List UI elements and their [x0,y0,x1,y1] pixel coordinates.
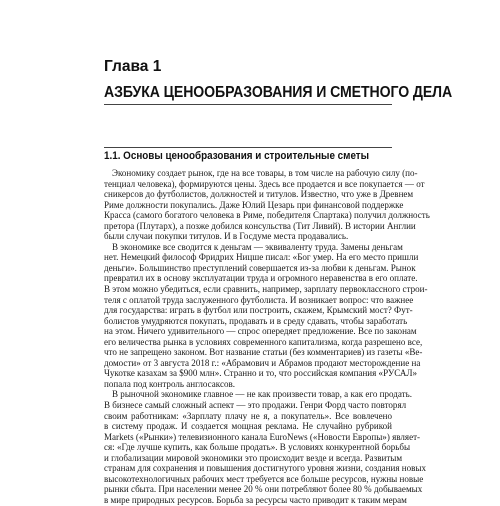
body-line: В бизнесе самый сложный аспект — это продажи. Генри Форд часто повторял [104,400,407,411]
body-line: для государства: играть в футбол или построить, скажем, Крымский мост? Фут- [104,305,413,316]
body-line: претора (Плутарх), а позже добился консульства (Тит Ливий). В истории Англии [104,220,416,231]
section-title: 1.1. Основы ценообразования и строительные сметы [104,150,370,162]
body-line: Риме должности покупались. Даже Юлий Цезарь при финансовой поддержке [104,199,404,210]
body-line: теля с оплатой труда заслуженного футболиста. И возникает вопрос: что важнее [104,294,414,305]
body-line: что не запрещено законом. Вот название статьи (без комментариев) из газеты «Ве- [104,347,423,358]
body-line: болистов умудряются покупать, продавать и в среду сдавать, чтобы заработать [104,315,408,326]
chapter-title: АЗБУКА ЦЕНООБРАЗОВАНИЯ И СМЕТНОГО ДЕЛА [104,84,453,101]
body-line: странам для сохранения и повышения достигнутого уровня жизни, создания новых [104,463,427,474]
body-line: и глобализации мировой экономики это происходит везде и всегда. Развитым [104,452,403,463]
body-line: его величества рынка в условиях современного капитализма, когда разрешено все, [104,336,423,347]
body-line: нет. Немецкий философ Фридрих Ницше писал: «Бог умер. На его место пришли [104,252,419,263]
body-line: были случаи покупки титулов. И в Госдуме места продавались. [104,231,349,242]
body-line: В экономике все сводится к деньгам — эквиваленту труда. Замены деньгам [112,241,403,252]
body-line: Чукотке казахам за $900 млн». Странно и то, что российская компания «РУСАЛ» [104,368,418,379]
chapter-rule [104,104,392,105]
body-line: тенциал человека), формируются цены. Здесь все продается и все покупается — от [104,178,425,189]
body-line: деньги». Большинство преступлений совершается из-за любви к деньгам. Рынок [104,262,416,273]
body-line: сникерсов до футболистов, должностей и титулов. Известно, что уже в Древнем [104,189,414,200]
body-line: Экономику создает рынок, где на все товары, в том числе на рабочую силу (по- [112,168,418,178]
body-line: на этом. Ничего удивительного — спрос опередяет предложение. Все по законам [104,326,417,337]
body-text [104,168,430,506]
body-line: своим работникам: «Зарплату плачу не я, а покупатель». Все вовлечено [104,410,392,421]
body-line: В рыночной экономике главное — не как произвести товар, а как его продать. [112,389,413,400]
chapter-label: Глава 1 [104,58,162,75]
section-rule [104,147,392,148]
body-line: попала под контроль англосаксов. [104,378,236,389]
body-line: в мире природных ресурсов. Борьба за ресурсы часто приводит к таким мерам [104,494,407,505]
body-line: в систему продаж. И создается мощная реклама. Не случайно рубрикой [104,421,392,432]
body-line: превратил их в основу эксплуатации труда и огромного неравенства в его оплате. [104,273,418,284]
body-line: Markets («Рынки») телевизионного канала EuroNews («Новости Европы») являет- [104,431,421,442]
body-line: рынки сбыта. При населении менее 20 % они потребляют более 80 % добываемых [104,484,423,495]
body-line: Красса (самого богатого человека в Риме, победителя Спартака) получил должность [104,210,430,221]
body-line: В этом можно убедиться, если сравнить, например, зарплату первоклассного строи- [104,284,428,295]
body-line: домости» от 3 августа 2018 г.: «Абрамович и Абрамов продают месторождение на [104,357,421,368]
chapter-heading [104,58,464,102]
body-line: ся: «Где лучше купить, как больше продать». В условиях конкурентной борьбы [104,442,411,453]
body-line: высокотехнологичных рабочих мест требуется все больше ресурсов, нужны новые [104,473,424,484]
